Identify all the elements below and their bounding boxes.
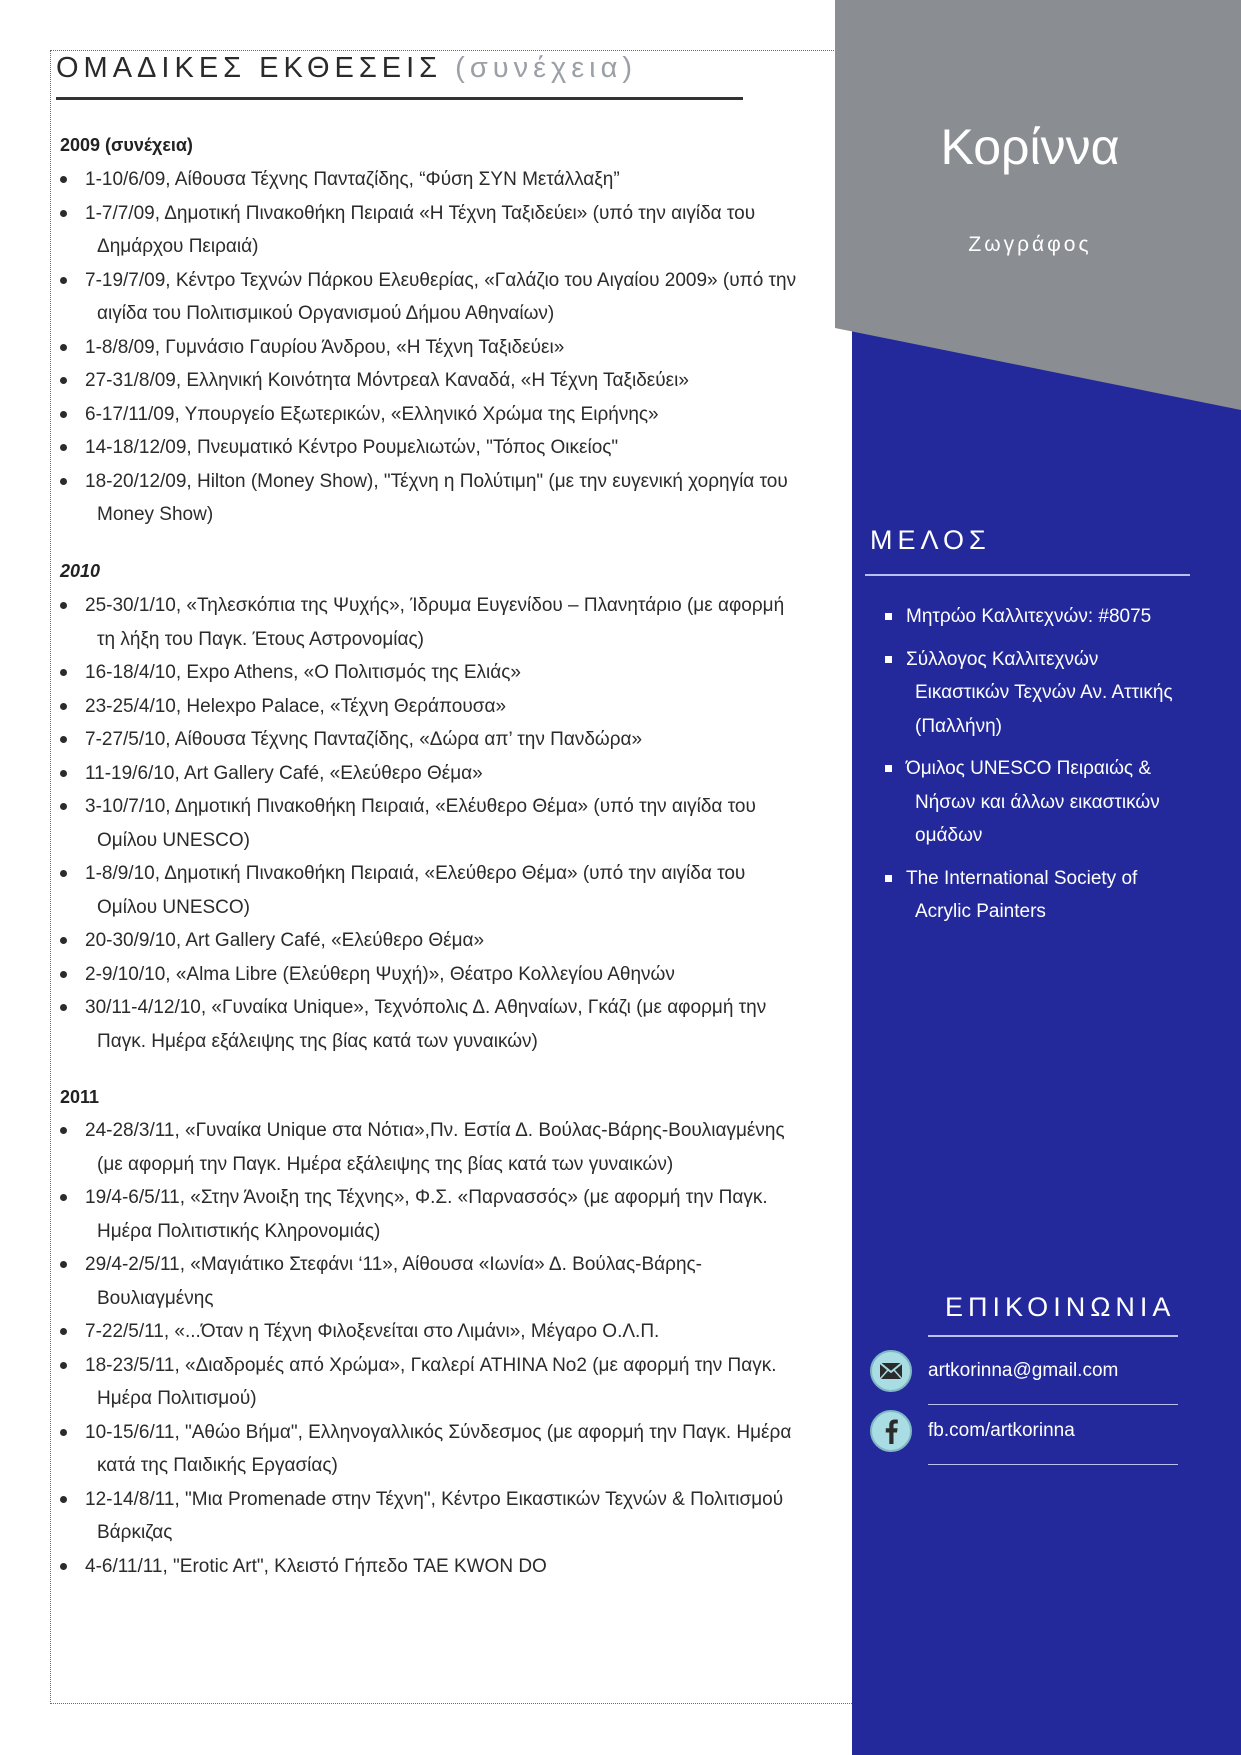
exhibition-item: 6-17/11/09, Υπουργείο Εξωτερικών, «Ελληνικό Χρώμα της Ειρήνης» <box>60 398 800 432</box>
facebook-rule <box>928 1464 1178 1465</box>
exhibition-item: 7-22/5/11, «...Όταν η Τέχνη Φιλοξενείται στο Λιμάνι», Μέγαρο Ο.Λ.Π. <box>60 1315 800 1349</box>
membership-list <box>885 600 1175 938</box>
year-heading-2010: 2010 <box>60 561 101 581</box>
email-row[interactable] <box>870 1350 1118 1392</box>
exhibition-item: 3-10/7/10, Δημοτική Πινακοθήκη Πειραιά, «Ελέυθερο Θέμα» (υπό την αιγίδα του Ομίλου UNESCO) <box>60 790 800 857</box>
year-heading-2009: 2009 (συνέχεια) <box>60 135 193 155</box>
bullet-icon <box>60 411 67 418</box>
envelope-icon <box>870 1350 912 1392</box>
square-bullet-icon <box>885 656 892 663</box>
year-heading-2011: 2011 <box>60 1087 100 1107</box>
exhibitions-list-2011 <box>60 1114 800 1583</box>
title-rule <box>56 97 743 100</box>
membership-rule <box>865 574 1190 576</box>
exhibition-item: 29/4-2/5/11, «Μαγιάτικο Στεφάνι ‘11», Αίθουσα «Ιωνία» Δ. Βούλας-Βάρης-Βουλιαγμένης <box>60 1248 800 1315</box>
bullet-icon <box>60 1261 67 1268</box>
exhibition-item: 7-27/5/10, Αίθουσα Τέχνης Πανταζίδης, «Δώρα απ’ την Πανδώρα» <box>60 723 800 757</box>
title-continuation: (συνέχεια) <box>455 52 638 84</box>
contact-rule <box>928 1335 1178 1337</box>
exhibition-item: 1-8/8/09, Γυμνάσιο Γαυρίου Άνδρου, «Η Τέχνη Ταξιδεύει» <box>60 331 800 365</box>
bullet-icon <box>60 1328 67 1335</box>
bullet-icon <box>60 1429 67 1436</box>
bullet-icon <box>60 478 67 485</box>
exhibition-item: 10-15/6/11, "Αθώο Βήμα", Ελληνογαλλικός Σύνδεσμος (με αφορμή την Παγκ. Ημέρα κατά της Παιδικής Εργασίας) <box>60 1416 800 1483</box>
bullet-icon <box>60 736 67 743</box>
exhibitions-list-2009 <box>60 163 800 532</box>
exhibition-item: 1-10/6/09, Αίθουσα Τέχνης Πανταζίδης, “Φύση ΣΥΝ Μετάλλαξη” <box>60 163 800 197</box>
exhibition-item: 7-19/7/09, Κέντρο Τεχνών Πάρκου Ελευθερίας, «Γαλάζιο του Αιγαίου 2009» (υπό την αιγίδα του Πολιτισμικού Οργανισμού Δήμου Αθηναίων) <box>60 264 800 331</box>
exhibition-item: 20-30/9/10, Art Gallery Café, «Ελεύθερο Θέμα» <box>60 924 800 958</box>
bullet-icon <box>60 803 67 810</box>
bullet-icon <box>60 1496 67 1503</box>
exhibition-item: 23-25/4/10, Helexpo Palace, «Τέχνη Θεράπουσα» <box>60 690 800 724</box>
bullet-icon <box>60 602 67 609</box>
facebook-link[interactable]: fb.com/artkorinna <box>928 1420 1075 1441</box>
exhibition-item: 1-7/7/09, Δημοτική Πινακοθήκη Πειραιά «Η Τέχνη Ταξιδεύει» (υπό την αιγίδα του Δημάρχου Πειραιά) <box>60 197 800 264</box>
artist-role: Ζωγράφος <box>968 233 1092 256</box>
artist-name: Κορίννα <box>940 119 1120 175</box>
bullet-icon <box>60 1004 67 1011</box>
square-bullet-icon <box>885 765 892 772</box>
page-title <box>56 52 637 85</box>
bullet-icon <box>60 444 67 451</box>
exhibition-item: 4-6/11/11, "Erotic Art", Κλειστό Γήπεδο TAE KWON DO <box>60 1550 800 1584</box>
bullet-icon <box>60 870 67 877</box>
bullet-icon <box>60 1563 67 1570</box>
bullet-icon <box>60 937 67 944</box>
email-rule <box>928 1404 1178 1405</box>
membership-heading: ΜΕΛΟΣ <box>870 525 991 555</box>
exhibition-item: 18-20/12/09, Hilton (Money Show), "Τέχνη η Πολύτιμη" (με την ευγενική χορηγία του Money Show) <box>60 465 800 532</box>
square-bullet-icon <box>885 875 892 882</box>
square-bullet-icon <box>885 613 892 620</box>
sidebar-background <box>852 300 1241 1755</box>
bullet-icon <box>60 344 67 351</box>
bullet-icon <box>60 770 67 777</box>
exhibition-item: 12-14/8/11, "Μια Promenade στην Τέχνη", Κέντρο Εικαστικών Τεχνών & Πολιτισμού Βάρκιζας <box>60 1483 800 1550</box>
membership-item: Όμιλος UNESCO Πειραιώς & Νήσων και άλλων εικαστικών ομάδων <box>885 752 1175 853</box>
exhibitions-list-2010 <box>60 589 800 1058</box>
facebook-icon <box>870 1410 912 1452</box>
contact-heading: ΕΠΙΚΟΙΝΩΝΙΑ <box>945 1292 1176 1322</box>
bullet-icon <box>60 377 67 384</box>
email-link[interactable]: artkorinna@gmail.com <box>928 1360 1119 1381</box>
exhibition-item: 24-28/3/11, «Γυναίκα Unique στα Νότια»,Πν. Εστία Δ. Βούλας-Βάρης-Βουλιαγμένης (με αφορμή την Παγκ. Ημέρα εξάλειψης της βίας κατά των γυναικών) <box>60 1114 800 1181</box>
bullet-icon <box>60 971 67 978</box>
title-text: ΟΜΑΔΙΚΕΣ ΕΚΘΕΣΕΙΣ <box>56 52 443 84</box>
bullet-icon <box>60 669 67 676</box>
bullet-icon <box>60 277 67 284</box>
exhibition-item: 19/4-6/5/11, «Στην Άνοιξη της Τέχνης», Φ.Σ. «Παρνασσός» (με αφορμή την Παγκ. Ημέρα Πολιτιστικής Κληρονομιάς) <box>60 1181 800 1248</box>
bullet-icon <box>60 1362 67 1369</box>
exhibition-item: 25-30/1/10, «Τηλεσκόπια της Ψυχής», Ίδρυμα Ευγενίδου – Πλανητάριο (με αφορμή τη λήξη του Παγκ. Έτους Αστρονομίας) <box>60 589 800 656</box>
facebook-row[interactable] <box>870 1410 1075 1452</box>
exhibition-item: 11-19/6/10, Art Gallery Café, «Ελεύθερο Θέμα» <box>60 757 800 791</box>
membership-item: Μητρώο Καλλιτεχνών: #8075 <box>885 600 1175 634</box>
exhibition-item: 16-18/4/10, Expo Athens, «Ο Πολιτισμός της Ελιάς» <box>60 656 800 690</box>
bullet-icon <box>60 210 67 217</box>
exhibition-item: 2-9/10/10, «Alma Libre (Ελεύθερη Ψυχή)», Θέατρο Κολλεγίου Αθηνών <box>60 958 800 992</box>
bullet-icon <box>60 176 67 183</box>
exhibition-item: 1-8/9/10, Δημοτική Πινακοθήκη Πειραιά, «Ελεύθερο Θέμα» (υπό την αιγίδα του Ομίλου UNESCO) <box>60 857 800 924</box>
bullet-icon <box>60 1127 67 1134</box>
bullet-icon <box>60 1194 67 1201</box>
exhibition-item: 14-18/12/09, Πνευματικό Κέντρο Ρουμελιωτών, "Τόπος Οικείος" <box>60 431 800 465</box>
bullet-icon <box>60 703 67 710</box>
exhibition-item: 27-31/8/09, Ελληνική Κοινότητα Μόντρεαλ Καναδά, «Η Τέχνη Ταξιδεύει» <box>60 364 800 398</box>
exhibition-item: 18-23/5/11, «Διαδρομές από Χρώμα», Γκαλερί ATHINA No2 (με αφορμή την Παγκ. Ημέρα Πολιτισμού) <box>60 1349 800 1416</box>
exhibition-item: 30/11-4/12/10, «Γυναίκα Unique», Τεχνόπολις Δ. Αθηναίων, Γκάζι (με αφορμή την Παγκ. Ημέρα εξάλειψης της βίας κατά των γυναικών) <box>60 991 800 1058</box>
membership-item: Σύλλογος Καλλιτεχνών Εικαστικών Τεχνών Αν. Αττικής (Παλλήνη) <box>885 643 1175 744</box>
membership-item: The International Society of Acrylic Painters <box>885 862 1175 929</box>
